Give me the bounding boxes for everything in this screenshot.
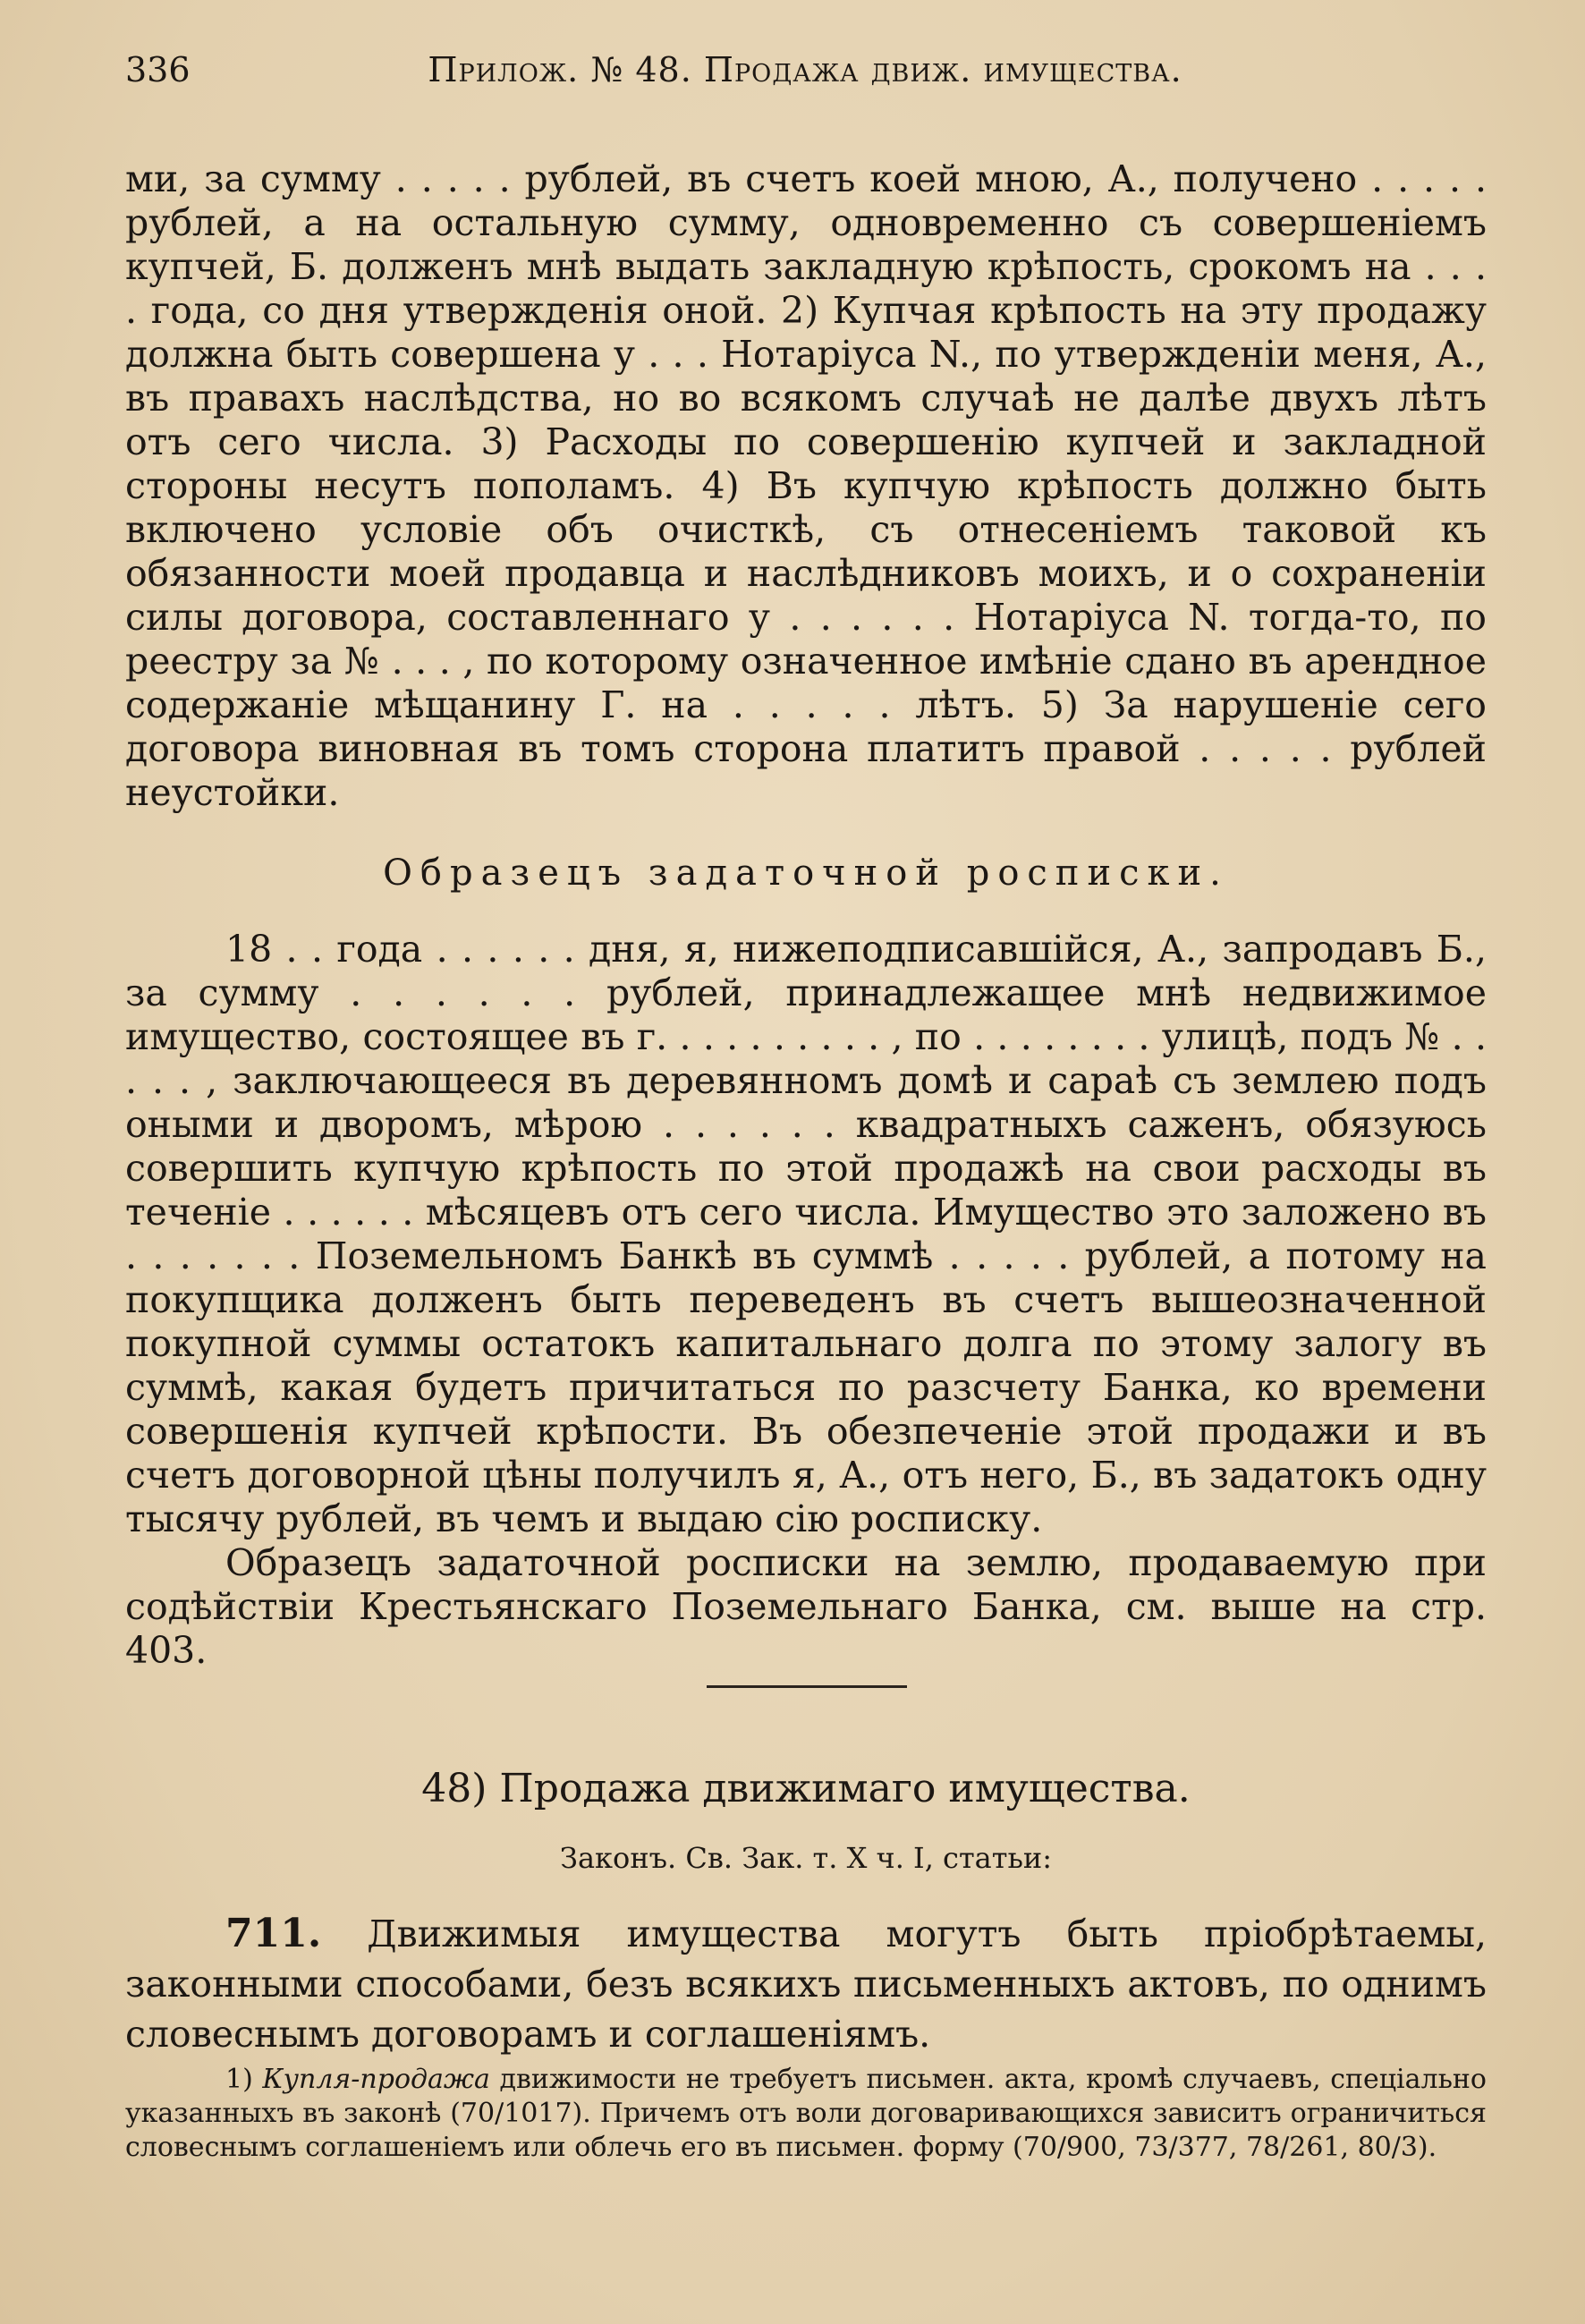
article-text: Движимыя имущества могутъ быть пріобрѣтаемы, законными способами, безъ всякихъ письменныхъ актовъ, по однимъ словеснымъ договорамъ и соглашеніямъ.	[125, 1913, 1487, 2056]
chapter-title: 48) Продажа движимаго имущества.	[421, 1766, 1191, 1811]
footnote-emphasis: Купля-продажа	[262, 2064, 490, 2095]
article-711	[125, 1909, 1487, 2059]
footnote	[125, 2063, 1487, 2165]
footnote-text: движимости не требуетъ письмен. акта, кромѣ случаевъ, спеціально указанныхъ въ законѣ (70/1017). Причемъ отъ воли договаривающихся зависитъ ограничиться словеснымъ соглашеніемъ или облечь его въ письмен. форму (70/900, 73/377, 78/261, 80/3).	[125, 2064, 1487, 2163]
deposit-receipt-sample	[125, 928, 1487, 1673]
page-header	[125, 43, 1485, 97]
article-paragraph	[125, 1909, 1487, 2059]
running-head: Прилож. № 48. Продажа движ. имущества.	[428, 50, 1182, 89]
footnote-marker: 1)	[225, 2064, 253, 2095]
contract-paragraph: ми, за сумму . . . . . рублей, въ счетъ коей мною, А., получено . . . . . рублей, а на остальную сумму, одновременно съ совершеніемъ купчей, Б. долженъ мнѣ выдать закладную крѣпость, срокомъ на . . . . года, со дня утвержденія оной. 2) Купчая крѣпость на эту продажу должна быть совершена у . . . Нотаріуса N., по утвержденіи меня, А., въ правахъ наслѣдства, но во всякомъ случаѣ не далѣе двухъ лѣтъ отъ сего числа. 3) Расходы по совершенію купчей и закладной стороны несутъ пополамъ. 4) Въ купчую крѣпость должно быть включено условіе объ очисткѣ, съ отнесеніемъ таковой къ обязанности моей продавца и наслѣдниковъ моихъ, и о сохраненіи силы договора, составленнаго у . . . . . . Нотаріуса N. тогда-то, по реестру за № . . . , по которому означенное имѣніе сдано въ арендное содержаніе мѣщанину Г. на . . . . . лѣтъ. 5) За нарушеніе сего договора виновная въ томъ сторона платитъ правой . . . . . рублей неустойки.	[125, 157, 1487, 814]
contract-continuation	[125, 157, 1487, 815]
article-number: 711.	[225, 1911, 322, 1956]
section-title: Образецъ задаточной росписки.	[383, 852, 1229, 894]
section-divider	[707, 1685, 907, 1688]
page-number: 336	[125, 50, 191, 89]
footnote-paragraph	[125, 2063, 1487, 2165]
receipt-reference-paragraph: Образецъ задаточной росписки на землю, продаваемую при содѣйствіи Крестьянскаго Поземельнаго Банка, см. выше на стр. 403.	[125, 1541, 1487, 1672]
receipt-paragraph: 18 . . года . . . . . . дня, я, нижеподписавшійся, А., запродавъ Б., за сумму . . . . . . рублей, принадлежащее мнѣ недвижимое имущество, состоящее въ г. . . . . . . . . . , по . . . . . . . . улицѣ, подъ № . . . . . , заключающееся въ деревянномъ домѣ и сараѣ съ землею подъ оными и дворомъ, мѣрою . . . . . . квадратныхъ саженъ, обязуюсь совершить купчую крѣпость по этой продажѣ на свои расходы въ теченіе . . . . . . мѣсяцевъ отъ сего числа. Имущество это заложено въ . . . . . . . Поземельномъ Банкѣ въ суммѣ . . . . . рублей, а потому на покупщика долженъ быть переведенъ въ счетъ вышеозначенной покупной суммы остатокъ капитальнаго долга по этому залогу въ суммѣ, какая будетъ причитаться по разсчету Банка, ко времени совершенія купчей крѣпости. Въ обезпеченіе этой продажи и въ счетъ договорной цѣны получилъ я, А., отъ него, Б., въ задатокъ одну тысячу рублей, въ чемъ и выдаю сію росписку.	[125, 928, 1487, 1540]
law-reference: Законъ. Св. Зак. т. X ч. I, статьи:	[560, 1841, 1052, 1875]
